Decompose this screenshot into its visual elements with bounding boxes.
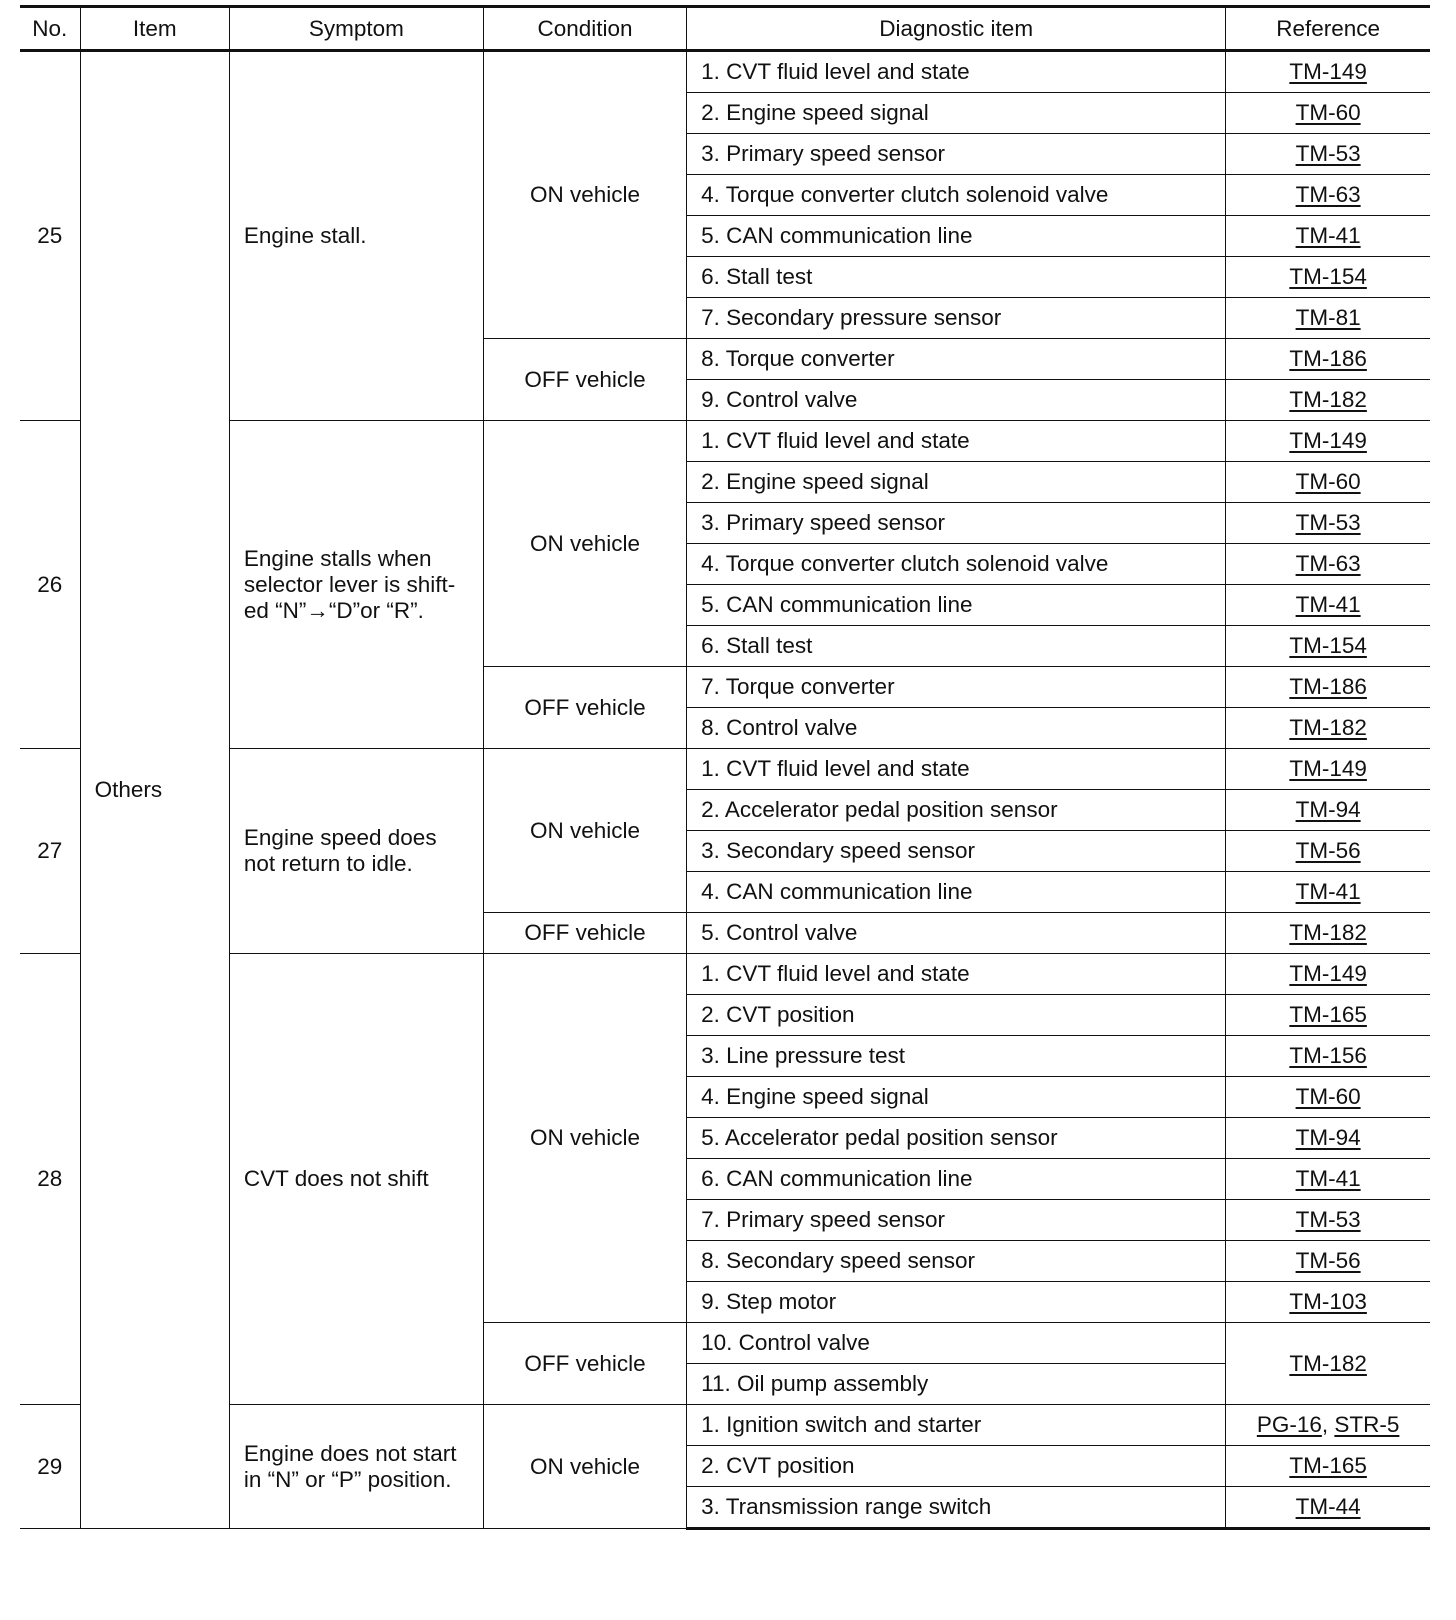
diagnostic-item: 8. Secondary speed sensor [687,1241,1226,1282]
diagnostic-item: 9. Control valve [687,380,1226,421]
condition-cell: ON vehicle [483,51,686,339]
reference-separator: , [1321,1412,1335,1437]
reference-link[interactable]: TM-149 [1289,59,1367,84]
condition-cell: OFF vehicle [483,1323,686,1405]
reference-link[interactable]: TM-149 [1289,428,1367,453]
diagnostic-item: 2. Engine speed signal [687,462,1226,503]
diagnostic-item: 3. Transmission range switch [687,1487,1226,1529]
reference-link[interactable]: TM-56 [1295,838,1361,863]
row-number: 26 [20,421,80,749]
diagnostic-item: 7. Secondary pressure sensor [687,298,1226,339]
reference-cell [1226,1159,1430,1200]
header-row [20,7,1430,51]
reference-cell [1226,626,1430,667]
diagnostic-item: 3. Primary speed sensor [687,503,1226,544]
reference-link[interactable]: STR-5 [1334,1412,1400,1437]
reference-link[interactable]: TM-63 [1295,551,1361,576]
reference-link[interactable]: TM-41 [1295,1166,1361,1191]
diagnostic-item: 3. Secondary speed sensor [687,831,1226,872]
header-reference: Reference [1226,7,1430,51]
reference-cell [1226,954,1430,995]
diagnostic-item: 2. CVT position [687,995,1226,1036]
reference-cell [1226,1077,1430,1118]
diagnostic-item: 1. CVT fluid level and state [687,51,1226,93]
condition-cell: ON vehicle [483,749,686,913]
reference-link[interactable]: TM-182 [1289,1350,1367,1376]
reference-link[interactable]: TM-156 [1289,1043,1367,1068]
reference-cell [1226,380,1430,421]
reference-cell [1226,913,1430,954]
reference-link[interactable]: TM-41 [1295,592,1361,617]
diagnostic-item: 1. CVT fluid level and state [687,749,1226,790]
reference-link[interactable]: TM-53 [1295,1207,1361,1232]
condition-cell: ON vehicle [483,954,686,1323]
condition-cell: ON vehicle [483,1405,686,1529]
diagnostic-item: 6. Stall test [687,626,1226,667]
diagnostic-item: 2. Accelerator pedal position sensor [687,790,1226,831]
diagnostic-item: 11. Oil pump assembly [687,1364,1226,1405]
reference-cell [1226,1241,1430,1282]
diagnosis-table [20,5,1430,1530]
symptom-cell: Engine does not start in “N” or “P” position. [229,1405,483,1529]
reference-cell [1226,708,1430,749]
header-symptom: Symptom [229,7,483,51]
diagnostic-item: 5. Accelerator pedal position sensor [687,1118,1226,1159]
condition-cell: ON vehicle [483,421,686,667]
row-number: 28 [20,954,80,1405]
reference-link[interactable]: TM-81 [1295,305,1361,330]
reference-link[interactable]: TM-186 [1289,674,1367,699]
reference-link[interactable]: TM-63 [1295,182,1361,207]
diagnostic-item: 8. Control valve [687,708,1226,749]
table-row [20,749,1430,790]
reference-link[interactable]: TM-103 [1289,1289,1367,1314]
reference-cell [1226,462,1430,503]
reference-link[interactable]: TM-53 [1295,141,1361,166]
symptom-cell: Engine stalls when selector lever is shift-ed “N”→“D”or “R”. [229,421,483,749]
diagnostic-item: 5. CAN communication line [687,585,1226,626]
reference-link[interactable]: TM-149 [1289,961,1367,986]
diagnostic-item: 1. CVT fluid level and state [687,421,1226,462]
symptom-cell: CVT does not shift [229,954,483,1405]
reference-link[interactable]: TM-53 [1295,510,1361,535]
condition-cell: OFF vehicle [483,667,686,749]
reference-link[interactable]: TM-56 [1295,1248,1361,1273]
reference-link[interactable]: TM-41 [1295,879,1361,904]
symptom-cell: Engine stall. [229,51,483,421]
reference-link[interactable]: TM-149 [1289,756,1367,781]
reference-link[interactable]: TM-94 [1295,797,1361,822]
reference-cell [1226,175,1430,216]
table-row [20,954,1430,995]
reference-cell [1226,749,1430,790]
table-row [20,51,1430,93]
diagnostic-item: 7. Torque converter [687,667,1226,708]
table-header [20,7,1430,51]
header-no: No. [20,7,80,51]
row-number: 25 [20,51,80,421]
reference-link[interactable]: PG-16 [1256,1412,1322,1437]
diagnostic-item: 4. Torque converter clutch solenoid valve [687,175,1226,216]
diagnostic-item: 8. Torque converter [687,339,1226,380]
header-condition: Condition [483,7,686,51]
reference-link[interactable]: TM-182 [1289,920,1367,945]
reference-link[interactable]: TM-154 [1289,264,1367,289]
reference-cell [1226,93,1430,134]
reference-cell [1226,872,1430,913]
reference-link[interactable]: TM-60 [1295,1084,1361,1109]
table-row [20,421,1430,462]
diagnostic-item: 6. CAN communication line [687,1159,1226,1200]
diagnostic-item: 9. Step motor [687,1282,1226,1323]
condition-cell: OFF vehicle [483,913,686,954]
diagnostic-item: 1. Ignition switch and starter [687,1405,1226,1446]
reference-cell [1226,51,1430,93]
reference-cell [1226,257,1430,298]
diagnostic-item: 7. Primary speed sensor [687,1200,1226,1241]
diagnostic-item: 4. CAN communication line [687,872,1226,913]
reference-cell [1226,134,1430,175]
reference-link[interactable]: TM-186 [1289,346,1367,371]
diagnostic-item: 5. CAN communication line [687,216,1226,257]
reference-link[interactable]: TM-94 [1295,1125,1361,1150]
reference-cell [1226,216,1430,257]
reference-link[interactable]: TM-165 [1289,1002,1367,1027]
reference-link[interactable]: TM-182 [1289,387,1367,412]
reference-cell [1226,1446,1430,1487]
reference-cell [1226,790,1430,831]
reference-link[interactable]: TM-60 [1295,469,1361,494]
reference-link[interactable]: TM-154 [1289,633,1367,658]
diagnostic-item: 4. Torque converter clutch solenoid valve [687,544,1226,585]
header-item: Item [80,7,229,51]
row-number: 29 [20,1405,80,1529]
reference-cell [1226,585,1430,626]
reference-link[interactable]: TM-182 [1289,715,1367,740]
diagnostic-item: 2. Engine speed signal [687,93,1226,134]
reference-cell [1226,995,1430,1036]
reference-cell [1226,298,1430,339]
diagnostic-item: 5. Control valve [687,913,1226,954]
reference-cell [1226,544,1430,585]
diagnostic-item: 6. Stall test [687,257,1226,298]
reference-link[interactable]: TM-165 [1289,1453,1367,1478]
reference-cell [1226,503,1430,544]
reference-cell [1226,1487,1430,1529]
header-diagnostic-item: Diagnostic item [687,7,1226,51]
row-number: 27 [20,749,80,954]
reference-cell [1226,1405,1430,1446]
reference-cell [1226,1200,1430,1241]
reference-cell [1226,1323,1430,1405]
reference-link[interactable]: TM-41 [1295,223,1361,248]
diagnostic-item: 10. Control valve [687,1323,1226,1364]
reference-cell [1226,421,1430,462]
diagnostic-item: 3. Primary speed sensor [687,134,1226,175]
symptom-cell: Engine speed does not return to idle. [229,749,483,954]
diagnostic-item: 1. CVT fluid level and state [687,954,1226,995]
reference-cell [1226,667,1430,708]
diagnostic-item: 2. CVT position [687,1446,1226,1487]
reference-link[interactable]: TM-60 [1295,100,1361,125]
reference-cell [1226,339,1430,380]
table-body [20,51,1430,1529]
condition-cell: OFF vehicle [483,339,686,421]
reference-cell [1226,831,1430,872]
reference-cell [1226,1036,1430,1077]
table-row [20,1405,1430,1446]
item-cell: Others [80,51,229,1529]
reference-cell [1226,1118,1430,1159]
reference-cell [1226,1282,1430,1323]
diagnostic-item: 4. Engine speed signal [687,1077,1226,1118]
diagnostic-item: 3. Line pressure test [687,1036,1226,1077]
reference-link[interactable]: TM-44 [1295,1494,1361,1519]
